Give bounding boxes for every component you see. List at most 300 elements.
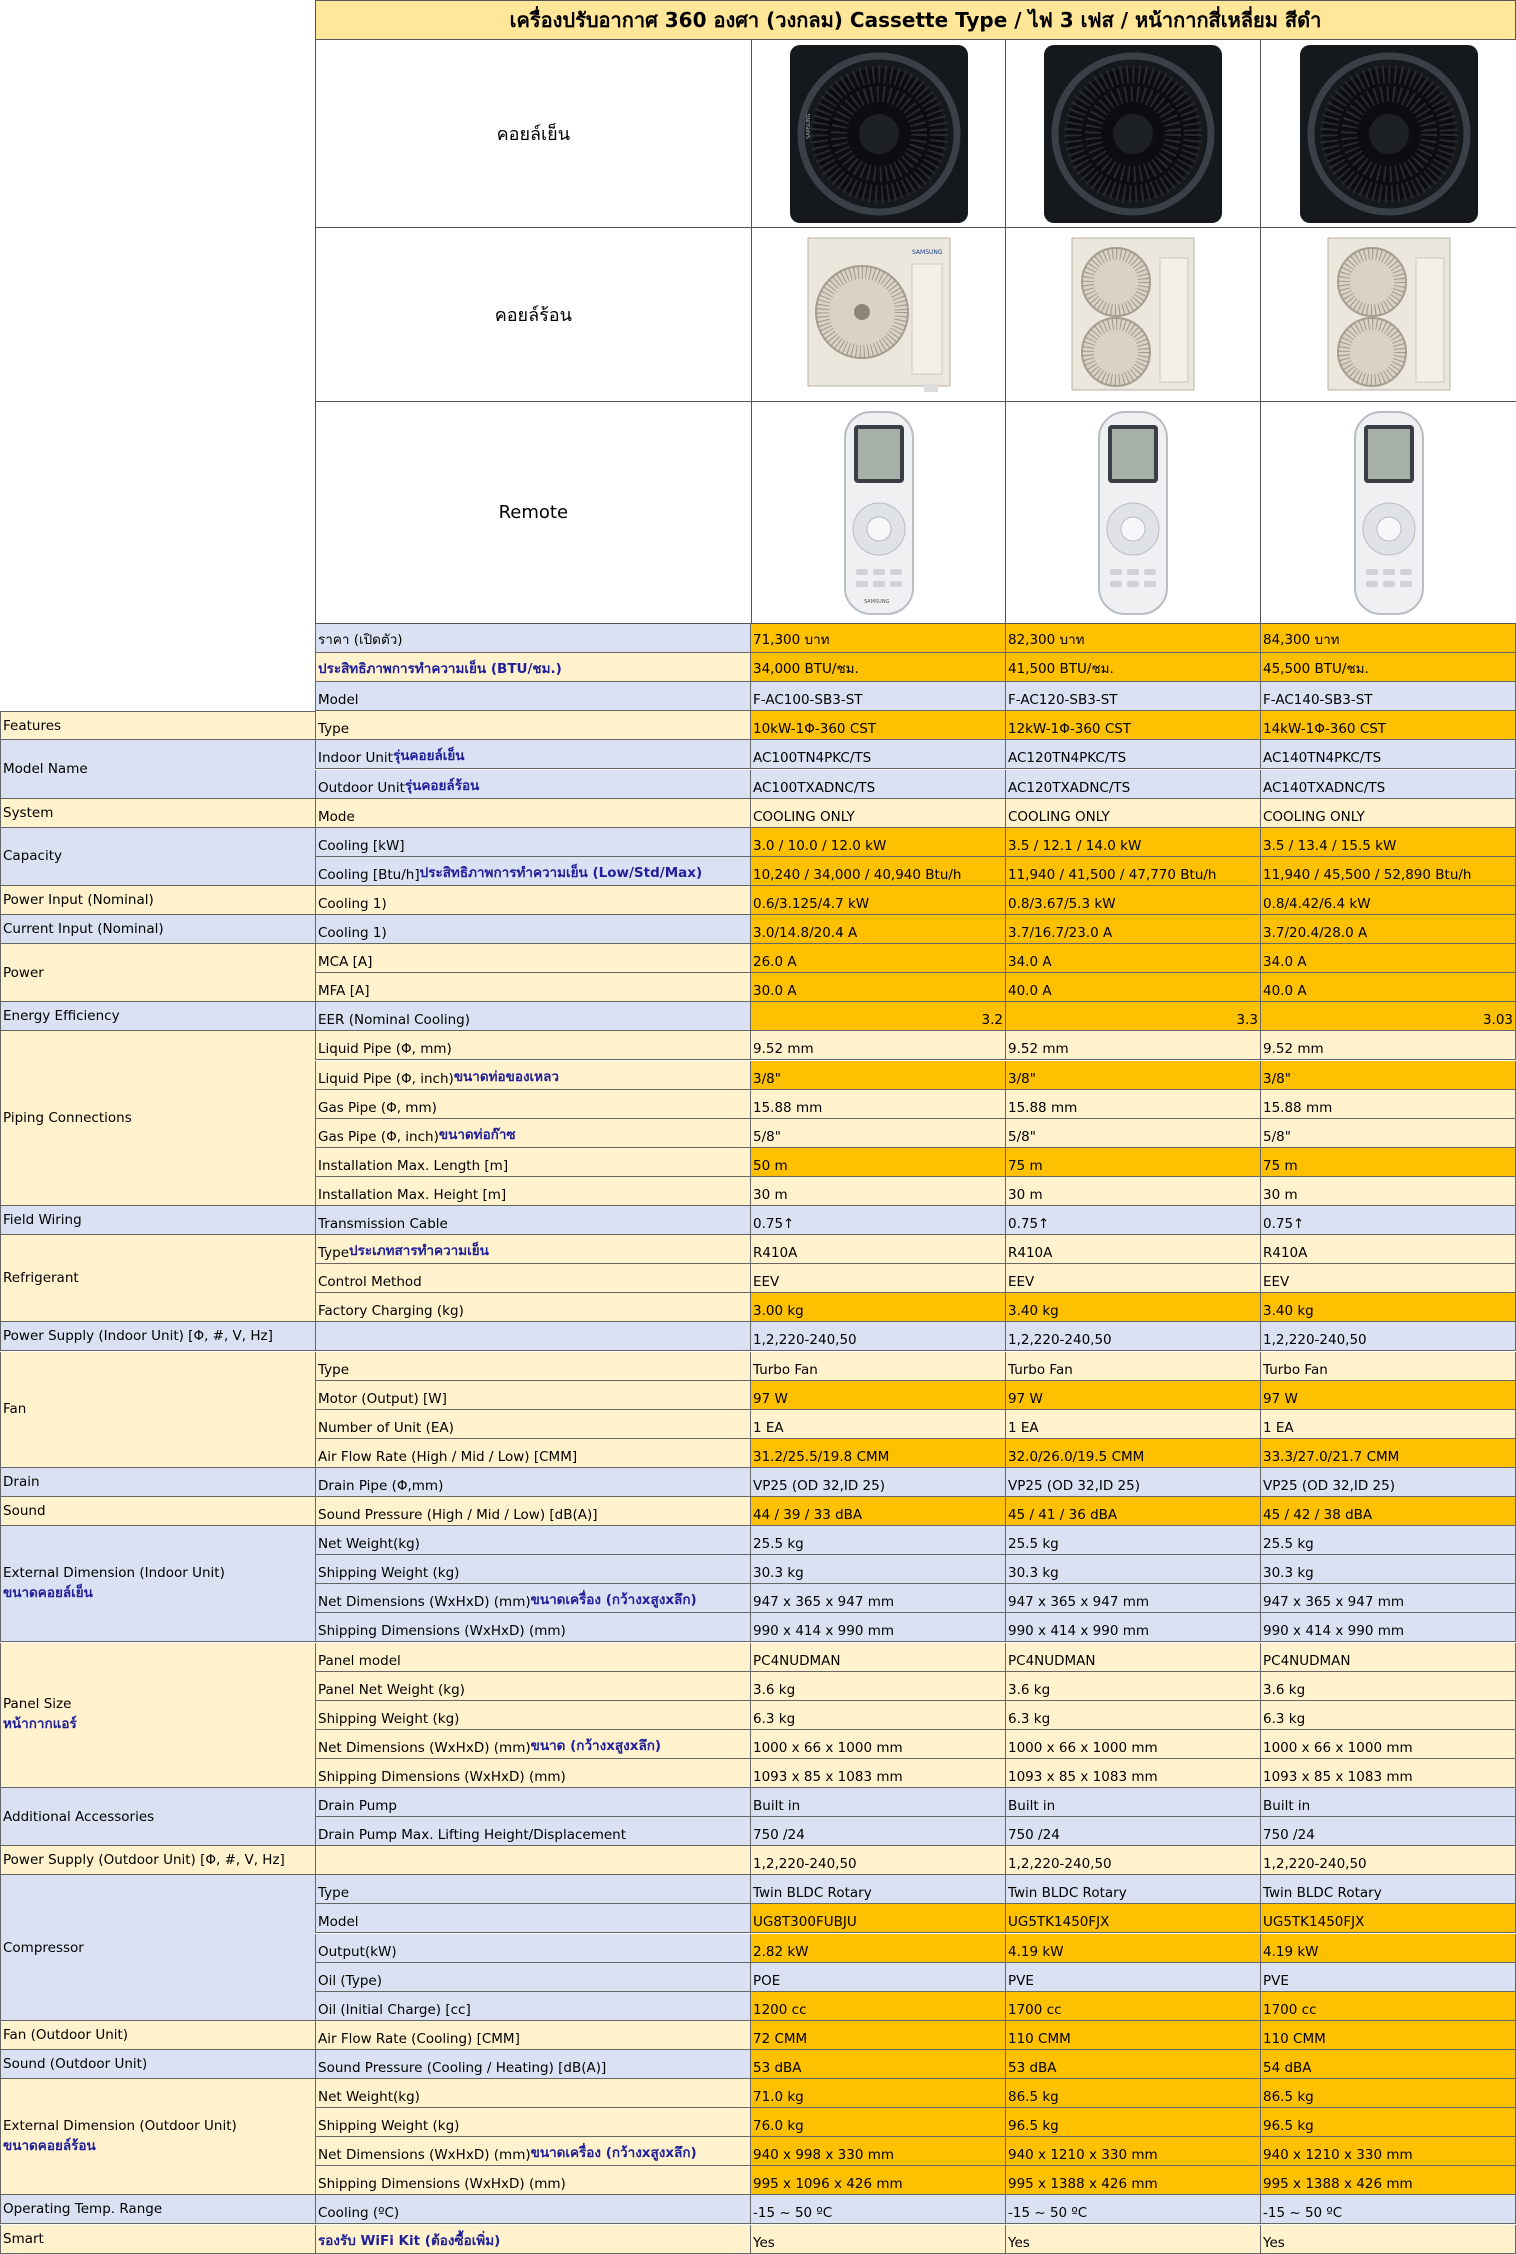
spec-value: 6.3 kg	[751, 1701, 1006, 1730]
spec-value: 9.52 mm	[751, 1031, 1006, 1060]
svg-text:SAMSUNG: SAMSUNG	[911, 248, 943, 256]
spec-label-thai: รุ่นคอยล์เย็น	[392, 748, 465, 765]
spec-label-text: Drain Pump	[318, 1798, 397, 1815]
remote-control-icon	[1096, 409, 1170, 617]
spec-label	[315, 1730, 751, 1759]
spec-label	[315, 1613, 751, 1642]
spec-value: Built in	[1006, 1788, 1261, 1817]
spec-label	[315, 1555, 751, 1584]
spec-value: 54 dBA	[1261, 2050, 1516, 2079]
spec-value: -15 ~ 50 ºC	[1006, 2195, 1261, 2224]
feature-group-name: Sound	[3, 1503, 46, 1520]
spec-label-text: Cooling [kW]	[318, 837, 405, 854]
spec-label-text: Type	[318, 1245, 350, 1262]
spec-row	[315, 915, 1516, 944]
spec-row	[315, 1381, 1516, 1410]
spec-value: F-AC100-SB3-ST	[751, 682, 1006, 711]
spec-value: Yes	[1261, 2225, 1516, 2254]
spec-label-text: Cooling [Btu/h]	[318, 866, 420, 883]
spec-label	[315, 973, 751, 1002]
spec-value: PC4NUDMAN	[1006, 1643, 1261, 1672]
spec-value: AC100TXADNC/TS	[751, 770, 1006, 799]
spec-value: 3.6 kg	[1261, 1672, 1516, 1701]
spec-value: 947 x 365 x 947 mm	[1006, 1584, 1261, 1613]
feature-group-label	[0, 2021, 315, 2050]
spec-label-text: Shipping Weight (kg)	[318, 1710, 460, 1727]
spec-value: 4.19 kW	[1261, 1934, 1516, 1963]
spec-row	[315, 1439, 1516, 1468]
spec-value: 45 / 42 / 38 dBA	[1261, 1497, 1516, 1526]
spec-value: 12kW-1Φ-360 CST	[1006, 711, 1261, 740]
spec-label	[315, 1293, 751, 1322]
spec-label	[315, 2166, 751, 2195]
spec-label-text: EER (Nominal Cooling)	[318, 1012, 470, 1029]
spec-value: 31.2/25.5/19.8 CMM	[751, 1439, 1006, 1468]
spec-value: 3.0/14.8/20.4 A	[751, 915, 1006, 944]
spec-value: 26.0 A	[751, 944, 1006, 973]
spec-value: POE	[751, 1963, 1006, 1992]
spec-value: AC140TN4PKC/TS	[1261, 740, 1516, 769]
remote-control-icon	[1352, 409, 1426, 617]
feature-group-label	[0, 2225, 315, 2254]
spec-value: 940 x 1210 x 330 mm	[1006, 2137, 1261, 2166]
spec-row	[315, 653, 1516, 682]
spec-label-text: Sound Pressure (Cooling / Heating) [dB(A)]	[318, 2059, 607, 2076]
remote-image	[1006, 402, 1261, 623]
spec-value: 5/8"	[751, 1119, 1006, 1148]
spec-label-text: Net Weight(kg)	[318, 2089, 420, 2106]
spec-value: 940 x 998 x 330 mm	[751, 2137, 1006, 2166]
spec-label-text: Factory Charging (kg)	[318, 1303, 464, 1320]
spec-row	[315, 1352, 1516, 1381]
spec-value: 30 m	[1006, 1177, 1261, 1206]
spec-value: 0.6/3.125/4.7 kW	[751, 886, 1006, 915]
spec-label-text: Gas Pipe (Φ, inch)	[318, 1128, 439, 1145]
spec-value: COOLING ONLY	[1006, 799, 1261, 828]
spec-value: 30 m	[751, 1177, 1006, 1206]
spec-label	[315, 1846, 751, 1875]
spec-value: 1000 x 66 x 1000 mm	[1006, 1730, 1261, 1759]
spec-label	[315, 2225, 751, 2254]
spec-value: PC4NUDMAN	[1261, 1643, 1516, 1672]
feature-group-label	[0, 1846, 315, 1875]
spec-label	[315, 1381, 751, 1410]
feature-group-name: Model Name	[3, 760, 88, 777]
spec-row	[315, 2166, 1516, 2195]
spec-value: 40.0 A	[1006, 973, 1261, 1002]
feature-group-name: Field Wiring	[3, 1212, 82, 1229]
spec-label	[315, 770, 751, 799]
spec-value: 3.2	[751, 1002, 1006, 1031]
spec-value: 71,300 บาท	[751, 624, 1006, 653]
spec-value: 9.52 mm	[1261, 1031, 1516, 1060]
spec-value: 30 m	[1261, 1177, 1516, 1206]
spec-label	[315, 1643, 751, 1672]
spec-label	[315, 944, 751, 973]
spec-row	[315, 1177, 1516, 1206]
indoor-unit-label: คอยล์เย็น	[316, 40, 752, 227]
spec-value: 86.5 kg	[1006, 2079, 1261, 2108]
feature-group-label	[0, 1526, 315, 1642]
feature-group-name: Compressor	[3, 1939, 84, 1956]
outdoor-unit-image-row	[315, 228, 1516, 402]
spec-value: Yes	[751, 2225, 1006, 2254]
spec-label	[315, 1963, 751, 1992]
spec-value: 3.3	[1006, 1002, 1261, 1031]
spec-value: 990 x 414 x 990 mm	[1006, 1613, 1261, 1642]
feature-group-name: Piping Connections	[3, 1110, 132, 1127]
spec-value: 995 x 1388 x 426 mm	[1006, 2166, 1261, 2195]
spec-value: 1 EA	[751, 1410, 1006, 1439]
spec-label	[315, 2195, 751, 2224]
spec-value: 6.3 kg	[1261, 1701, 1516, 1730]
spec-value: 10kW-1Φ-360 CST	[751, 711, 1006, 740]
spec-label-text: Drain Pump Max. Lifting Height/Displacement	[318, 1827, 627, 1844]
spec-value: EEV	[1261, 1264, 1516, 1293]
spec-label	[315, 2108, 751, 2137]
feature-group-thai: ขนาดคอยล์ร้อน	[3, 2137, 96, 2154]
feature-group-label	[0, 1643, 315, 1789]
spec-value: 53 dBA	[1006, 2050, 1261, 2079]
spec-value: UG8T300FUBJU	[751, 1904, 1006, 1933]
spec-label-thai: ขนาด (กว้างxสูงxลึก)	[530, 1737, 662, 1754]
svg-text:SAMSUNG: SAMSUNG	[863, 598, 889, 605]
spec-label	[315, 1031, 751, 1060]
spec-row	[315, 740, 1516, 769]
feature-group-name: Panel Size	[3, 1695, 72, 1712]
spec-row	[315, 1526, 1516, 1555]
spec-value: R410A	[1261, 1235, 1516, 1264]
feature-group-name: Drain	[3, 1473, 40, 1490]
spec-row	[315, 944, 1516, 973]
spec-value: 10,240 / 34,000 / 40,940 Btu/h	[751, 857, 1006, 886]
feature-group-label	[0, 1031, 315, 1206]
spec-value: 947 x 365 x 947 mm	[1261, 1584, 1516, 1613]
spec-label	[315, 1352, 751, 1381]
spec-row	[315, 682, 1516, 711]
spec-label	[315, 1934, 751, 1963]
spec-row	[315, 1555, 1516, 1584]
spec-row	[315, 1730, 1516, 1759]
feature-group-label	[0, 1875, 315, 2021]
spec-value: PC4NUDMAN	[751, 1643, 1006, 1672]
spec-value: 6.3 kg	[1006, 1701, 1261, 1730]
spec-value: 3.0 / 10.0 / 12.0 kW	[751, 828, 1006, 857]
feature-group-name: Fan (Outdoor Unit)	[3, 2026, 129, 2043]
indoor-unit-image-row	[315, 40, 1516, 228]
spec-label-text: Control Method	[318, 1274, 422, 1291]
spec-row	[315, 2050, 1516, 2079]
spec-value: 995 x 1096 x 426 mm	[751, 2166, 1006, 2195]
spec-value: 32.0/26.0/19.5 CMM	[1006, 1439, 1261, 1468]
spec-label	[315, 799, 751, 828]
spec-label	[315, 682, 751, 711]
spec-label	[315, 1177, 751, 1206]
spec-value: F-AC120-SB3-ST	[1006, 682, 1261, 711]
spec-label	[315, 915, 751, 944]
feature-group-label	[0, 828, 315, 886]
spec-row	[315, 1759, 1516, 1788]
spec-row	[315, 1934, 1516, 1963]
spec-label	[315, 2137, 751, 2166]
spec-value: 45,500 BTU/ชม.	[1261, 653, 1516, 682]
spec-label-thai: รุ่นคอยล์ร้อน	[404, 777, 480, 794]
spec-value: Turbo Fan	[1261, 1352, 1516, 1381]
spec-row	[315, 2021, 1516, 2050]
spec-label-text: Panel model	[318, 1652, 401, 1669]
spec-label-thai: ขนาดท่อก๊าซ	[438, 1126, 516, 1143]
condenser-icon	[1068, 234, 1198, 396]
spec-label-text: Type	[318, 721, 350, 738]
spec-row	[315, 1031, 1516, 1060]
spec-value: -15 ~ 50 ºC	[1261, 2195, 1516, 2224]
spec-value: 3.00 kg	[751, 1293, 1006, 1322]
spec-label	[315, 1468, 751, 1497]
outdoor-unit-image	[1261, 228, 1516, 401]
spec-value: 947 x 365 x 947 mm	[751, 1584, 1006, 1613]
spec-label	[315, 1235, 751, 1264]
spec-row	[315, 711, 1516, 740]
spec-label	[315, 740, 751, 769]
spec-value: 34.0 A	[1006, 944, 1261, 973]
feature-group-thai: หน้ากากแอร์	[3, 1715, 77, 1732]
cassette-icon	[788, 43, 970, 225]
condenser-icon	[1324, 234, 1454, 396]
spec-label-text: Model	[318, 1914, 359, 1931]
spec-value: 110 CMM	[1006, 2021, 1261, 2050]
spec-value: 9.52 mm	[1006, 1031, 1261, 1060]
spec-label-thai: ประสิทธิภาพการทำความเย็น (Low/Std/Max)	[419, 864, 703, 881]
spec-row	[315, 1584, 1516, 1613]
spec-row	[315, 828, 1516, 857]
spec-label-text: ราคา (เปิดตัว)	[318, 632, 403, 649]
spec-value: 5/8"	[1006, 1119, 1261, 1148]
spec-value: COOLING ONLY	[751, 799, 1006, 828]
spec-row	[315, 2225, 1516, 2254]
spec-row	[315, 1788, 1516, 1817]
remote-image-row	[315, 402, 1516, 624]
spec-label	[315, 1090, 751, 1119]
spec-row	[315, 1322, 1516, 1351]
spec-label-text: Installation Max. Length [m]	[318, 1157, 509, 1174]
spec-row	[315, 1613, 1516, 1642]
spec-label-text: Net Dimensions (WxHxD) (mm)	[318, 2147, 531, 2164]
spec-label-text: Net Weight(kg)	[318, 1536, 420, 1553]
spec-row	[315, 1090, 1516, 1119]
spec-label	[315, 2021, 751, 2050]
feature-group-label	[0, 1235, 315, 1322]
spec-label-thai: ประสิทธิภาพการทำความเย็น (BTU/ชม.)	[318, 661, 562, 678]
spec-label	[315, 857, 751, 886]
spec-value: 3/8"	[751, 1061, 1006, 1090]
spec-row	[315, 1846, 1516, 1875]
feature-group-name: Additional Accessories	[3, 1808, 155, 1825]
spec-value: 11,940 / 41,500 / 47,770 Btu/h	[1006, 857, 1261, 886]
feature-group-label	[0, 711, 315, 740]
feature-group-label	[0, 1322, 315, 1351]
spec-value: R410A	[751, 1235, 1006, 1264]
spec-label-text: Shipping Dimensions (WxHxD) (mm)	[318, 1768, 566, 1785]
spec-value: 2.82 kW	[751, 1934, 1006, 1963]
spec-value: 30.3 kg	[1006, 1555, 1261, 1584]
spec-value: 3.6 kg	[1006, 1672, 1261, 1701]
spec-label-text: Cooling 1)	[318, 925, 387, 942]
spec-label-text: Net Dimensions (WxHxD) (mm)	[318, 1594, 531, 1611]
spec-label-text: Air Flow Rate (High / Mid / Low) [CMM]	[318, 1448, 578, 1465]
spec-label-thai: รองรับ WiFi Kit (ต้องซื้อเพิ่ม)	[318, 2232, 501, 2249]
feature-group-thai: ขนาดคอยล์เย็น	[3, 1584, 93, 1601]
spec-label	[315, 653, 751, 682]
spec-value: 1000 x 66 x 1000 mm	[751, 1730, 1006, 1759]
feature-group-name: External Dimension (Outdoor Unit)	[3, 2117, 237, 2134]
feature-group-label	[0, 1497, 315, 1526]
spec-label	[315, 886, 751, 915]
spec-value: Twin BLDC Rotary	[1261, 1875, 1516, 1904]
spec-value: VP25 (OD 32,ID 25)	[1261, 1468, 1516, 1497]
spec-label	[315, 1584, 751, 1613]
indoor-unit-image	[1261, 40, 1516, 227]
spec-row	[315, 1497, 1516, 1526]
cassette-icon	[1042, 43, 1224, 225]
feature-group-name: Refrigerant	[3, 1270, 79, 1287]
spec-label	[315, 1672, 751, 1701]
spec-value: 3.6 kg	[751, 1672, 1006, 1701]
spec-value: 0.8/4.42/6.4 kW	[1261, 886, 1516, 915]
feature-group-name: Operating Temp. Range	[3, 2201, 163, 2218]
spec-value: 72 CMM	[751, 2021, 1006, 2050]
spec-value: 1093 x 85 x 1083 mm	[1261, 1759, 1516, 1788]
spec-value: 1093 x 85 x 1083 mm	[751, 1759, 1006, 1788]
spec-label-text: Liquid Pipe (Φ, mm)	[318, 1041, 452, 1058]
spec-label-text: Transmission Cable	[318, 1216, 448, 1233]
feature-group-name: Smart	[3, 2230, 44, 2247]
spec-value: 30.3 kg	[751, 1555, 1006, 1584]
spec-row	[315, 1468, 1516, 1497]
spec-value: 25.5 kg	[1261, 1526, 1516, 1555]
spec-label	[315, 1904, 751, 1933]
spec-value: 15.88 mm	[1261, 1090, 1516, 1119]
spec-value: Turbo Fan	[1006, 1352, 1261, 1381]
spec-value: 25.5 kg	[751, 1526, 1006, 1555]
spec-value: 0.75↑	[1006, 1206, 1261, 1235]
spec-label	[315, 1439, 751, 1468]
spec-value: 3.40 kg	[1006, 1293, 1261, 1322]
spec-label-text: Output(kW)	[318, 1943, 397, 1960]
spec-label	[315, 1497, 751, 1526]
spec-label-text: Installation Max. Height [m]	[318, 1186, 507, 1203]
spec-row	[315, 1148, 1516, 1177]
spec-value: 750 /24	[1006, 1817, 1261, 1846]
spec-value: 1,2,220-240,50	[751, 1846, 1006, 1875]
spec-value: 15.88 mm	[751, 1090, 1006, 1119]
feature-group-name: Capacity	[3, 848, 62, 865]
spec-label-text: Shipping Dimensions (WxHxD) (mm)	[318, 2176, 566, 2193]
spec-value: 1,2,220-240,50	[1006, 1322, 1261, 1351]
spec-label	[315, 2079, 751, 2108]
spec-row	[315, 1701, 1516, 1730]
spec-value: Built in	[1261, 1788, 1516, 1817]
spec-row	[315, 2079, 1516, 2108]
spec-row	[315, 770, 1516, 799]
spec-value: 14kW-1Φ-360 CST	[1261, 711, 1516, 740]
spec-value: 1,2,220-240,50	[1006, 1846, 1261, 1875]
remote-label: Remote	[316, 402, 752, 623]
feature-group-label	[0, 944, 315, 1002]
spec-value: 44 / 39 / 33 dBA	[751, 1497, 1006, 1526]
spec-label-text: Oil (Initial Charge) [cc]	[318, 2001, 471, 2018]
svg-text:SAMSUNG: SAMSUNG	[805, 113, 812, 139]
spec-value: 5/8"	[1261, 1119, 1516, 1148]
spec-row	[315, 624, 1516, 653]
spec-row	[315, 799, 1516, 828]
spec-label	[315, 1875, 751, 1904]
spec-label-text: MCA [A]	[318, 954, 373, 971]
spec-value: 30.3 kg	[1261, 1555, 1516, 1584]
feature-group-name: Energy Efficiency	[3, 1008, 120, 1025]
spec-label	[315, 2050, 751, 2079]
spec-label	[315, 1526, 751, 1555]
spec-row	[315, 1293, 1516, 1322]
spec-value: PVE	[1261, 1963, 1516, 1992]
feature-group-name: Power Supply (Outdoor Unit) [Φ, #, V, Hz]	[3, 1852, 285, 1869]
spec-label	[315, 1119, 751, 1148]
spec-label-text: Number of Unit (EA)	[318, 1419, 454, 1436]
feature-group-label	[0, 1206, 315, 1235]
spec-value: 995 x 1388 x 426 mm	[1261, 2166, 1516, 2195]
spec-value: VP25 (OD 32,ID 25)	[1006, 1468, 1261, 1497]
spec-row	[315, 1875, 1516, 1904]
spec-value: 4.19 kW	[1006, 1934, 1261, 1963]
spec-value: AC120TN4PKC/TS	[1006, 740, 1261, 769]
spec-value: 3.5 / 13.4 / 15.5 kW	[1261, 828, 1516, 857]
spec-value: 1,2,220-240,50	[1261, 1322, 1516, 1351]
feature-group-label	[0, 2195, 315, 2224]
spec-value: 1 EA	[1261, 1410, 1516, 1439]
spec-row	[315, 2195, 1516, 2224]
spec-label-text: Net Dimensions (WxHxD) (mm)	[318, 1739, 531, 1756]
feature-group-name: System	[3, 804, 54, 821]
spec-value: 50 m	[751, 1148, 1006, 1177]
spec-value: AC120TXADNC/TS	[1006, 770, 1261, 799]
spec-label-text: Model	[318, 692, 359, 709]
spec-row	[315, 1992, 1516, 2021]
spec-label	[315, 1410, 751, 1439]
spec-row	[315, 1963, 1516, 1992]
spec-value: 11,940 / 45,500 / 52,890 Btu/h	[1261, 857, 1516, 886]
spec-label	[315, 1788, 751, 1817]
spec-label-text: Shipping Weight (kg)	[318, 1565, 460, 1582]
feature-group-label	[0, 740, 315, 798]
spec-label	[315, 1992, 751, 2021]
spec-value: 1 EA	[1006, 1410, 1261, 1439]
spec-label-text: Type	[318, 1361, 350, 1378]
spec-row	[315, 1119, 1516, 1148]
spec-label	[315, 624, 751, 653]
feature-group-name: Features	[3, 717, 62, 734]
feature-group-label	[0, 1352, 315, 1468]
remote-control-icon	[842, 409, 916, 617]
spec-row	[315, 857, 1516, 886]
feature-group-label	[0, 1468, 315, 1497]
spec-label	[315, 1206, 751, 1235]
spec-value: 97 W	[1006, 1381, 1261, 1410]
feature-group-name: Fan	[3, 1401, 27, 1418]
indoor-unit-image	[752, 40, 1007, 227]
feature-group-name: Sound (Outdoor Unit)	[3, 2055, 148, 2072]
spec-value: COOLING ONLY	[1261, 799, 1516, 828]
spec-label-text: Cooling (ºC)	[318, 2205, 400, 2222]
spec-value: 71.0 kg	[751, 2079, 1006, 2108]
